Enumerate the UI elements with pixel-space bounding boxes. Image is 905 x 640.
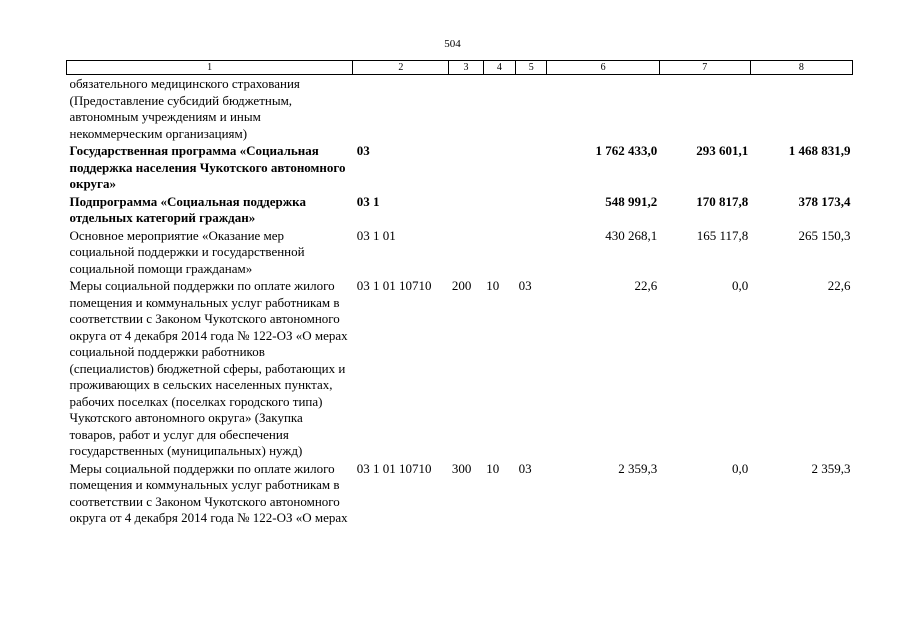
row-name: Государственная программа «Социальная поддержка населения Чукотского автономного округа» (69, 143, 346, 191)
header-cell-8: 8 (750, 61, 852, 75)
header-cell-6: 6 (547, 61, 659, 75)
row-value-8: 1 468 831,9 (788, 143, 851, 158)
row-code: 03 1 (356, 193, 380, 209)
row-value-7: 170 817,8 (696, 193, 749, 209)
row-name: Подпрограмма «Социальная поддержка отдельных категорий граждан» (69, 193, 306, 225)
row-value-6: 22,6 (634, 278, 658, 293)
row-section: 10 (486, 460, 500, 476)
row-section (483, 75, 515, 143)
row-section (483, 193, 515, 227)
row-expense-type (449, 193, 483, 227)
header-cell-7: 7 (659, 61, 750, 75)
row-section (483, 142, 515, 193)
row-name: обязательного медицинского страхования (Предоставление субсидий бюджетным, автономным учреждениям и иным некоммерческим организациям) (69, 76, 300, 141)
row-section: 10 (486, 278, 500, 293)
budget-table (66, 60, 853, 527)
row-expense-type (449, 142, 483, 193)
row-subsection (516, 142, 547, 193)
header-row (67, 61, 853, 75)
row-subsection (516, 227, 547, 278)
row-subsection (516, 193, 547, 227)
row-code: 03 1 01 10710 (356, 278, 432, 293)
row-subsection (516, 75, 547, 143)
row-subsection: 03 (518, 460, 532, 476)
row-value-8: 2 359,3 (811, 460, 851, 476)
row-value-7: 293 601,1 (696, 143, 749, 158)
row-value-6: 2 359,3 (618, 460, 658, 476)
header-cell-4: 4 (483, 61, 515, 75)
row-value-7 (659, 75, 750, 143)
row-value-6: 430 268,1 (605, 227, 658, 243)
row-value-8 (750, 75, 852, 143)
row-name: Основное мероприятие «Оказание мер социальной поддержки и государственной социальной помощи гражданам» (69, 227, 305, 276)
row-name: Меры социальной поддержки по оплате жилого помещения и коммунальных услуг работникам в соответствии с Законом Чукотского автономного округа от 4 декабря 2014 года № 122-ОЗ «О мерах социальной поддержки работников (специалистов) бюджетной сферы, работающих и проживающих в сельских населенных пунктах, рабочих поселках (поселках городского типа) Чукотского автономного округа» (Закупка товаров, работ и услуг для обеспечения государственных (муниципальных) нужд) (69, 278, 348, 458)
row-value-8: 265 150,3 (798, 227, 851, 243)
row-value-7: 0,0 (732, 460, 749, 476)
row-expense-type (449, 75, 483, 143)
header-cell-3: 3 (449, 61, 483, 75)
table-row (67, 277, 853, 460)
row-name: Меры социальной поддержки по оплате жилого помещения и коммунальных услуг работникам в соответствии с Законом Чукотского автономного округа от 4 декабря 2014 года № 122-ОЗ «О мерах (69, 460, 348, 525)
row-code: 03 1 01 (356, 227, 396, 243)
row-value-8: 22,6 (827, 278, 851, 293)
row-value-6 (547, 75, 659, 143)
row-code: 03 (356, 143, 370, 158)
table-row (67, 142, 853, 193)
row-value-6: 548 991,2 (605, 193, 658, 209)
row-expense-type: 300 (451, 460, 472, 476)
row-value-8: 378 173,4 (798, 193, 851, 209)
row-expense-type (449, 227, 483, 278)
row-subsection: 03 (518, 278, 532, 293)
header-cell-5: 5 (516, 61, 547, 75)
header-cell-2: 2 (353, 61, 449, 75)
row-expense-type: 200 (451, 278, 472, 293)
table-row (67, 75, 853, 143)
row-value-6: 1 762 433,0 (595, 143, 658, 158)
row-code (353, 75, 449, 143)
row-section (483, 227, 515, 278)
table-row (67, 193, 853, 227)
row-code: 03 1 01 10710 (356, 460, 432, 476)
row-value-7: 0,0 (732, 278, 749, 293)
table-row (67, 227, 853, 278)
page-number: 504 (444, 38, 461, 50)
table-row (67, 460, 853, 527)
header-cell-1: 1 (67, 61, 353, 75)
row-value-7: 165 117,8 (696, 227, 749, 243)
